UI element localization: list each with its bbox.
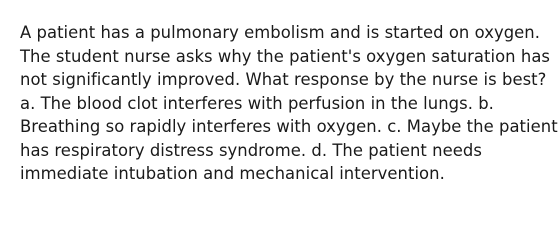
question-line: not significantly improved. What response by the nurse is best? (20, 70, 547, 89)
question-line: A patient has a pulmonary embolism and is started on oxygen. (20, 23, 540, 42)
question-line: immediate intubation and mechanical intervention. (20, 164, 445, 183)
question-text (20, 21, 558, 186)
question-line: a. The blood clot interferes with perfusion in the lungs. b. (20, 93, 494, 113)
question-line: Breathing so rapidly interferes with oxygen. c. Maybe the patient (20, 117, 558, 136)
question-line: The student nurse asks why the patient's oxygen saturation has (20, 46, 551, 66)
question-line: has respiratory distress syndrome. d. The patient needs (20, 140, 482, 160)
